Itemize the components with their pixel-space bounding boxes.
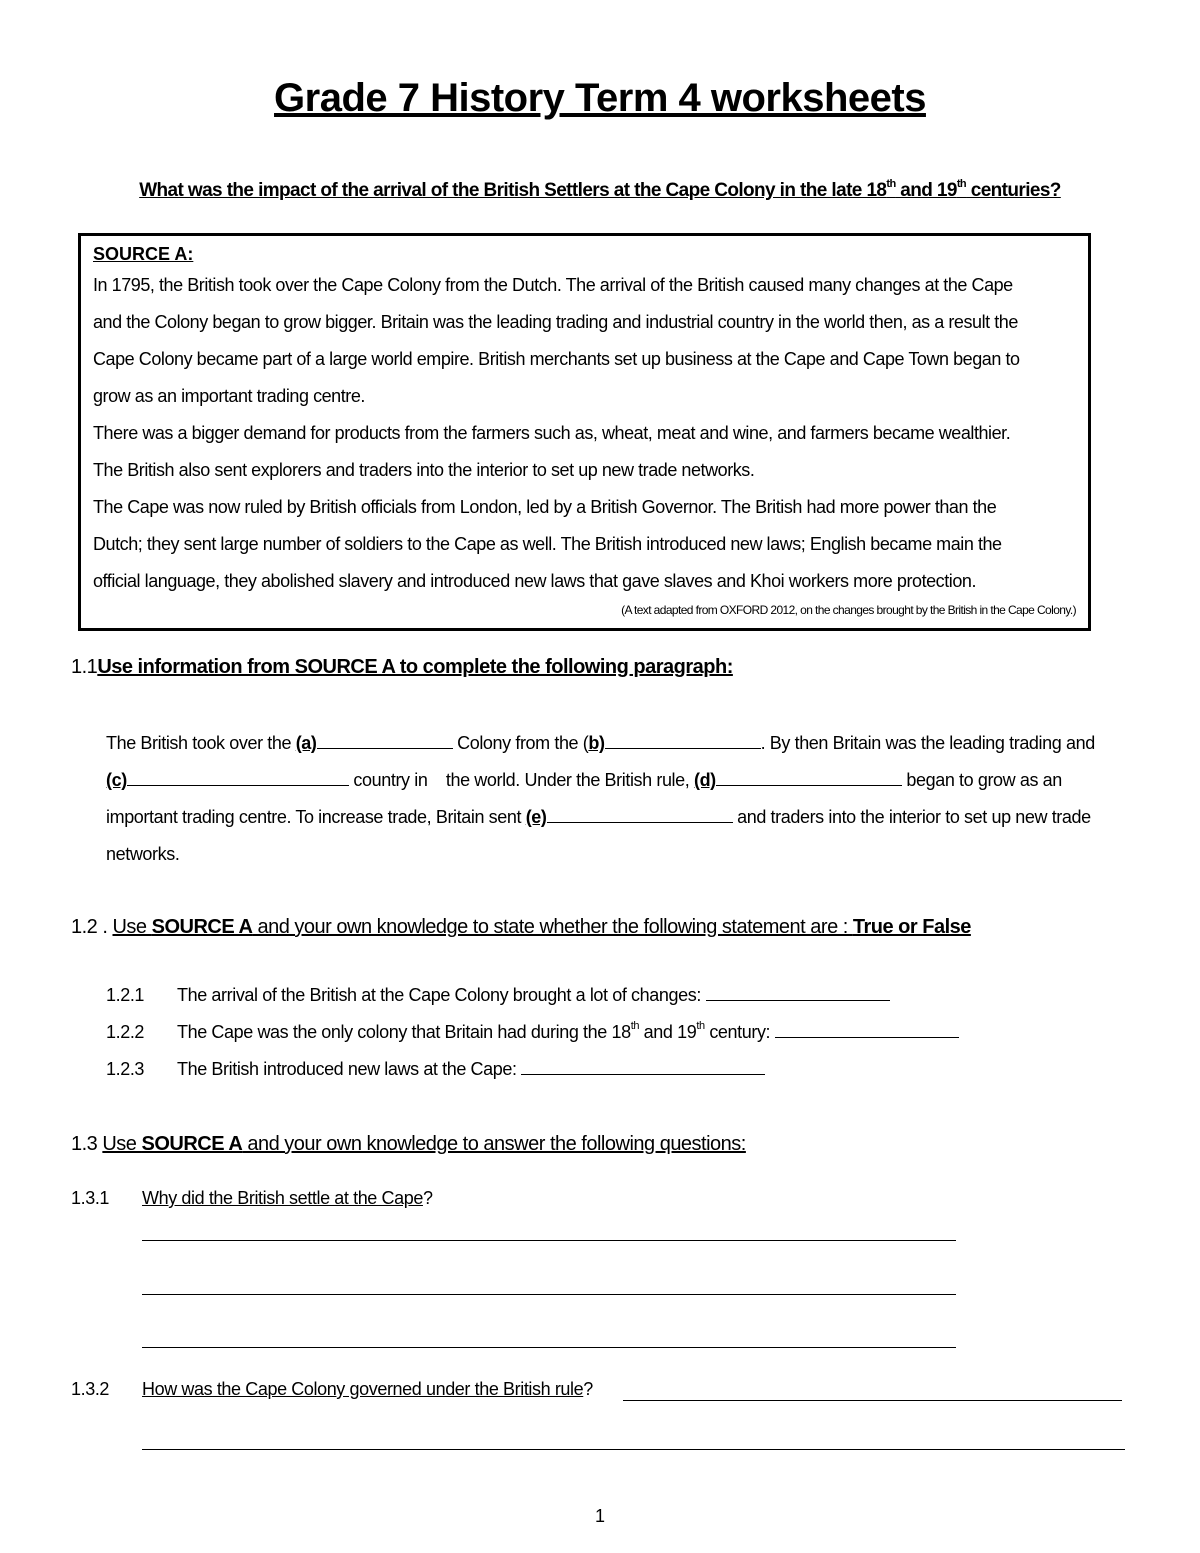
question-number: 1.3.2 [71, 1379, 110, 1399]
subtitle-sup2: th [956, 177, 967, 190]
question-1-3-2 [71, 1379, 593, 1400]
source-a-line: There was a bigger demand for products from the farmers such as, wheat, meat and wine, and farmers became wealthier. [93, 423, 1011, 443]
item-number: 1.2.2 [106, 1022, 145, 1042]
true-false-item [106, 1058, 765, 1080]
item-text: The Cape was the only colony that Britain had during the 18 [177, 1022, 631, 1042]
para-text: networks. [106, 844, 180, 864]
q12-text: and your own knowledge to state whether the following statement are : [252, 916, 853, 938]
answer-blank[interactable] [521, 1058, 765, 1075]
subtitle-part2: and 19 [895, 180, 957, 201]
true-false-item [106, 1021, 959, 1043]
item-text: The British introduced new laws at the Cape: [177, 1059, 517, 1079]
question-1-1-heading [71, 656, 733, 679]
fill-in-paragraph [106, 725, 1166, 873]
source-a-line: and the Colony began to grow bigger. Britain was the leading trading and industrial country in the world then, as a result the [93, 312, 1018, 332]
q13-text: Use [102, 1133, 142, 1155]
q12-true-false: True or False [852, 916, 971, 938]
question-text: Why did the British settle at the Cape [142, 1188, 423, 1208]
item-sup: th [630, 1020, 640, 1032]
item-text: century: [704, 1022, 771, 1042]
blank-a-line[interactable] [317, 732, 453, 749]
source-a-box [78, 233, 1091, 631]
page-number: 1 [594, 1506, 605, 1526]
source-a-line: In 1795, the British took over the Cape Colony from the Dutch. The arrival of the British caused many changes at the Cape [93, 275, 1013, 295]
answer-line[interactable] [142, 1294, 956, 1295]
item-text: and 19 [639, 1022, 697, 1042]
blank-d-label: (d) [693, 770, 716, 790]
answer-blank[interactable] [775, 1021, 959, 1038]
subtitle-part1: What was the impact of the arrival of the British Settlers at the Cape Colony in the late 18 [139, 180, 887, 201]
answer-line[interactable] [142, 1347, 956, 1348]
question-number: 1.3.1 [71, 1188, 110, 1208]
true-false-item [106, 984, 890, 1006]
question-1-1-instruction: Use information from SOURCE A to complete the following paragraph: [97, 656, 733, 678]
para-text: Colony from the ( [452, 733, 589, 753]
question-1-2-heading [71, 916, 971, 939]
item-text: The arrival of the British at the Cape Colony brought a lot of changes: [177, 985, 701, 1005]
para-text: The British took over the [106, 733, 296, 753]
source-a-line: official language, they abolished slavery and introduced new laws that gave slaves and Khoi workers more protection. [93, 571, 977, 591]
para-text: country in the world. Under the British rule, [348, 770, 694, 790]
source-a-line: The British also sent explorers and traders into the interior to set up new trade networks. [93, 460, 755, 480]
para-text: . By then Britain was the leading trading and [760, 733, 1095, 753]
answer-line[interactable] [623, 1400, 1122, 1401]
subtitle-part3: centuries? [966, 180, 1061, 201]
para-text: and traders into the interior to set up new trade [732, 807, 1091, 827]
blank-c-label: (c) [106, 770, 127, 790]
item-number: 1.2.1 [106, 985, 145, 1005]
answer-line[interactable] [142, 1240, 956, 1241]
q13-source-ref: SOURCE A [141, 1133, 243, 1155]
para-text: important trading centre. To increase trade, Britain sent [106, 807, 526, 827]
source-a-citation: (A text adapted from OXFORD 2012, on the changes brought by the British in the Cape Colony.) [621, 603, 1076, 617]
answer-blank[interactable] [706, 984, 890, 1001]
source-a-line: Cape Colony became part of a large world empire. British merchants set up business at the Cape and Cape Town began to [93, 349, 1020, 369]
subtitle-sup1: th [886, 177, 896, 190]
question-1-3-heading [71, 1133, 746, 1156]
para-text: began to grow as an [901, 770, 1062, 790]
source-a-line: The Cape was now ruled by British officials from London, led by a British Governor. The British had more power than the [93, 497, 997, 517]
question-1-1-number: 1.1 [71, 656, 98, 678]
question-mark: ? [583, 1379, 593, 1399]
question-text: How was the Cape Colony governed under the British rule [142, 1379, 584, 1399]
blank-c-line[interactable] [127, 769, 349, 786]
blank-b-line[interactable] [605, 732, 761, 749]
blank-e-line[interactable] [547, 806, 733, 823]
q12-source-ref: SOURCE A [151, 916, 253, 938]
source-a-label: SOURCE A: [93, 244, 194, 264]
blank-a-label: (a) [295, 733, 317, 753]
source-a-text [93, 267, 1020, 600]
question-1-2-number: 1.2 . [71, 916, 113, 938]
item-number: 1.2.3 [106, 1059, 145, 1079]
q13-text: and your own knowledge to answer the following questions: [242, 1133, 746, 1155]
item-sup: th [696, 1020, 705, 1032]
answer-line[interactable] [142, 1449, 1125, 1450]
q12-text: Use [112, 916, 152, 938]
worksheet-question [0, 177, 1200, 202]
page-title: Grade 7 History Term 4 worksheets [274, 76, 926, 120]
source-a-line: Dutch; they sent large number of soldiers to the Cape as well. The British introduced new laws; English became main the [93, 534, 1002, 554]
blank-d-line[interactable] [716, 769, 902, 786]
question-mark: ? [422, 1188, 433, 1208]
blank-b-label: b) [588, 733, 605, 753]
question-1-3-number: 1.3 [71, 1133, 103, 1155]
question-1-3-1 [71, 1188, 433, 1209]
source-a-line: grow as an important trading centre. [93, 386, 365, 406]
blank-e-label: (e) [525, 807, 547, 827]
